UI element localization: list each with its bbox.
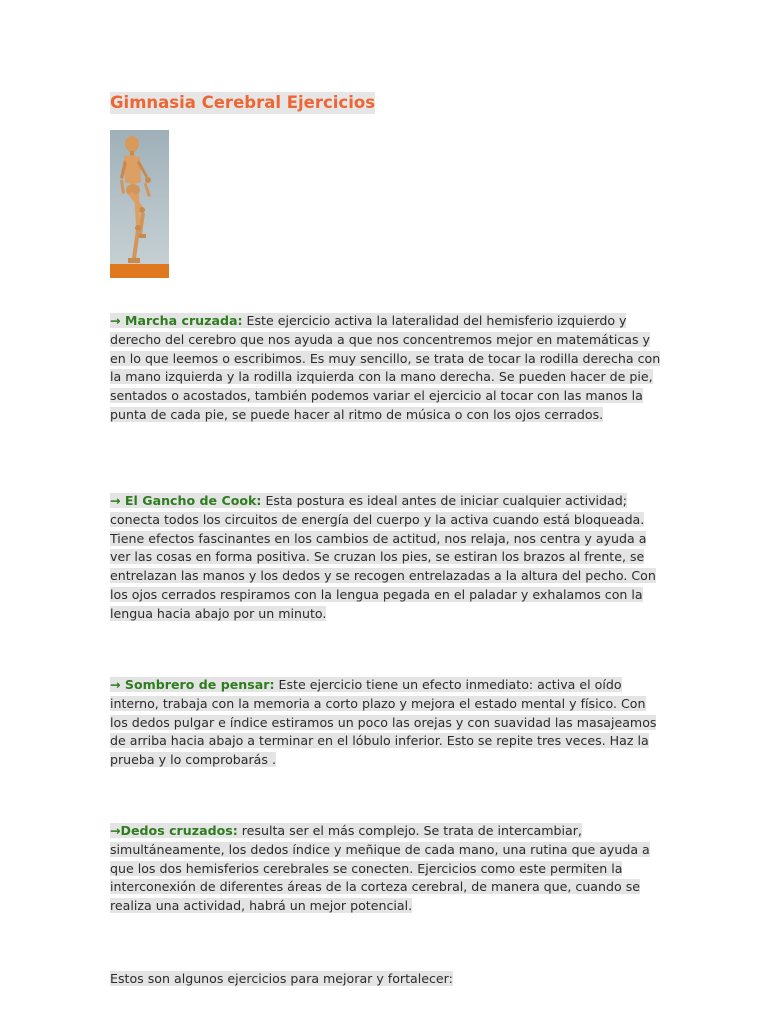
page-title: Gimnasia Cerebral Ejercicios [110,93,376,112]
exercise-paragraph [110,676,662,770]
wooden-mannequin-icon [110,130,169,278]
exercise-paragraph [110,312,662,425]
exercise-heading: → Marcha cruzada: [110,313,243,328]
mannequin-image [110,130,169,278]
exercise-body: Este ejercicio tiene un efecto inmediato: activa el oído interno, trabaja con la memoria a corto plazo y mejora el estado mental y físico. Con los dedos pulgar e índice estiramos un poco las orejas y con suavidad las masajeamos de arriba hacia abajo a terminar en el lóbulo inferior. Esto se repite tres veces. Haz la prueba y lo comprobarás . [110,677,657,768]
exercise-paragraph [110,822,662,916]
exercise-heading: → Sombrero de pensar: [110,677,275,692]
closing-paragraph [110,970,662,989]
closing-text: Estos son algunos ejercicios para mejorar y fortalecer: [110,971,453,986]
exercise-heading: → El Gancho de Cook: [110,493,262,508]
exercise-heading: →Dedos cruzados: [110,823,238,838]
exercise-paragraph [110,492,662,624]
exercise-body: Este ejercicio activa la lateralidad del hemisferio izquierdo y derecho del cerebro que nos ayuda a que nos concentremos mejor en matemáticas y en lo que leemos o escribimos. Es muy sencillo, se trata de tocar la rodilla derecha con la mano izquierda y la rodilla izquierda con la mano derecha. Se pueden hacer de pie, sentados o acostados, también podemos variar el ejercicio al tocar con las manos la punta de cada pie, se puede hacer al ritmo de música o con los ojos cerrados. [110,313,661,422]
exercise-body: resulta ser el más complejo. Se trata de intercambiar, simultáneamente, los dedos índice y meñique de cada mano, una rutina que ayuda a que los dos hemisferios cerebrales se conecten. Ejercicios como este permiten la interconexión de diferentes áreas de la corteza cerebral, de manera que, cuando se realiza una actividad, habrá un mejor potencial. [110,823,650,914]
exercise-body: Esta postura es ideal antes de iniciar cualquier actividad; conecta todos los circuitos de energía del cuerpo y la activa cuando está bloqueada. Tiene efectos fascinantes en los cambios de actitud, nos relaja, nos centra y ayuda a ver las cosas en forma positiva. Se cruzan los pies, se estiran los brazos al frente, se entrelazan las manos y los dedos y se recogen entrelazadas a la altura del pecho. Con los ojos cerrados respiramos con la lengua pegada en el paladar y exhalamos con la lengua hacia abajo por un minuto. [110,493,656,621]
